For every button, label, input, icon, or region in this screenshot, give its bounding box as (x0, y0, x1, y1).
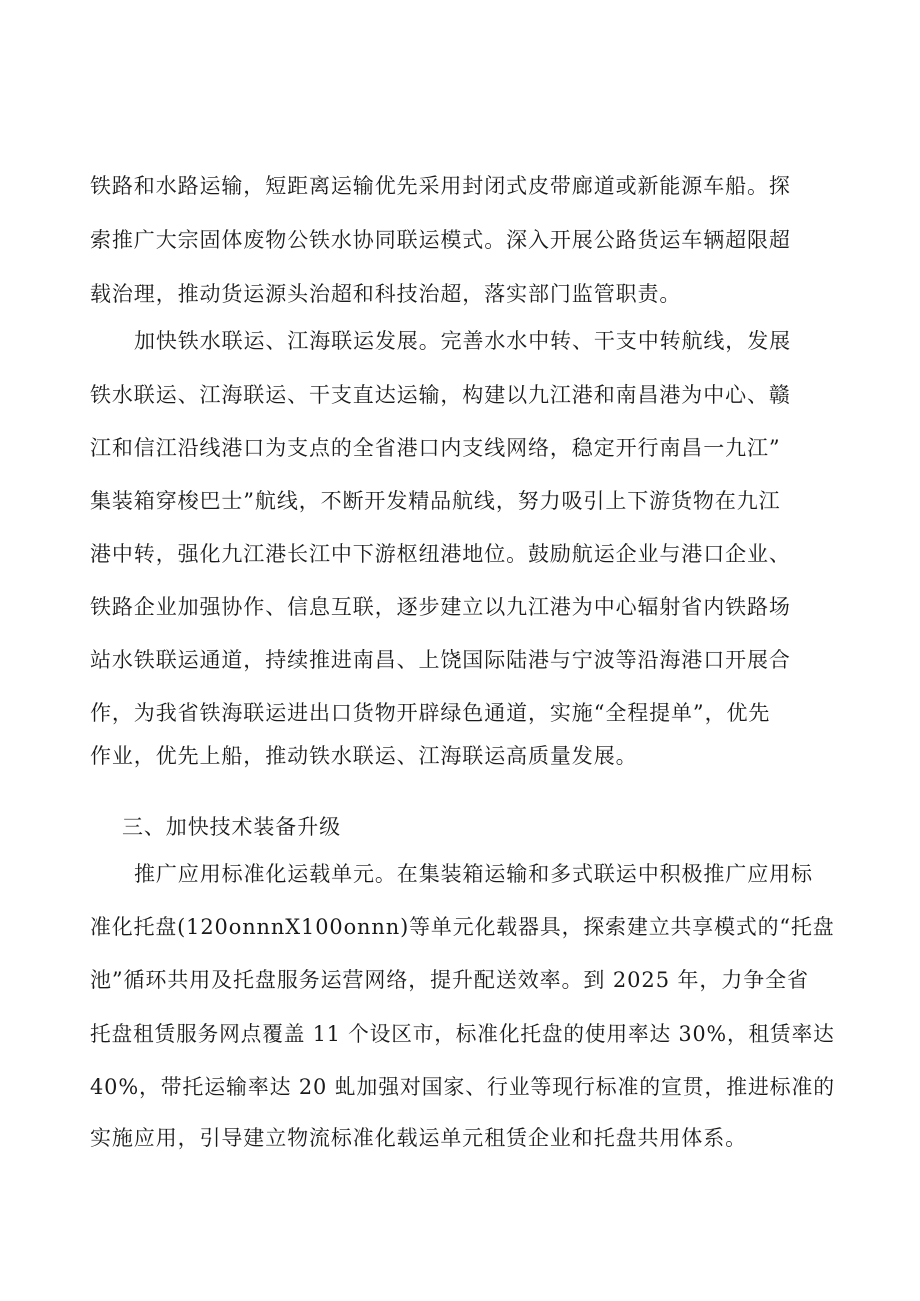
section-heading: 三、加快技术装备升级 (122, 815, 341, 839)
paragraph-3-line-6: 实施应用，引导建立物流标准化载运单元租赁企业和托盘共用体系。 (90, 1126, 747, 1150)
paragraph-2-line-3: 江和信江沿线港口为支点的全省港口内支线网络，稳定开行南昌一九江” (90, 436, 781, 460)
paragraph-2-line-6: 铁路企业加强协作、信息互联，逐步建立以九江港为中心辐射省内铁路场 (90, 595, 791, 619)
paragraph-3-line-5: 40%，带托运输率达 20 虬加强对国家、行业等现行标准的宣贯，推进标准的 (90, 1075, 836, 1099)
paragraph-2-line-8: 作，为我省铁海联运进出口货物开辟绿色通道，实施“全程提单”，优先 (90, 701, 771, 725)
paragraph-2-line-9: 作业，优先上船，推动铁水联运、江海联运高质量发展。 (90, 744, 638, 768)
paragraph-3-line-2: 准化托盘(120onnnX100onnn)等单元化载器具，探索建立共享模式的“托盘 (90, 915, 835, 939)
paragraph-2-line-5: 港中转，强化九江港长江中下游枢纽港地位。鼓励航运企业与港口企业、 (90, 542, 791, 566)
paragraph-1-line-2: 索推广大宗固体废物公铁水协同联运模式。深入开展公路货运车辆超限超 (90, 228, 791, 252)
paragraph-3-line-1: 推广应用标准化运载单元。在集装箱运输和多式联运中积极推广应用标 (134, 862, 813, 886)
paragraph-1-line-1: 铁路和水路运输，短距离运输优先采用封闭式皮带廊道或新能源车船。探 (90, 174, 791, 198)
paragraph-3-line-3: 池”循环共用及托盘服务运营网络，提升配送效率。到 2025 年，力争全省 (90, 968, 809, 992)
paragraph-2-line-7: 站水铁联运通道，持续推进南昌、上饶国际陆港与宁波等沿海港口开展合 (90, 648, 791, 672)
paragraph-2-line-1: 加快铁水联运、江海联运发展。完善水水中转、干支中转航线，发展 (134, 329, 791, 353)
paragraph-3-line-4: 托盘租赁服务网点覆盖 11 个设区市，标准化托盘的使用率达 30%，租赁率达 (90, 1022, 835, 1046)
paragraph-2-line-4: 集装箱穿梭巴士”航线，不断开发精品航线，努力吸引上下游货物在九江 (90, 489, 781, 513)
paragraph-1-line-3: 载治理，推动货运源头治超和科技治超，落实部门监管职责。 (90, 282, 682, 306)
paragraph-2-line-2: 铁水联运、江海联运、干支直达运输，构建以九江港和南昌港为中心、赣 (90, 383, 791, 407)
